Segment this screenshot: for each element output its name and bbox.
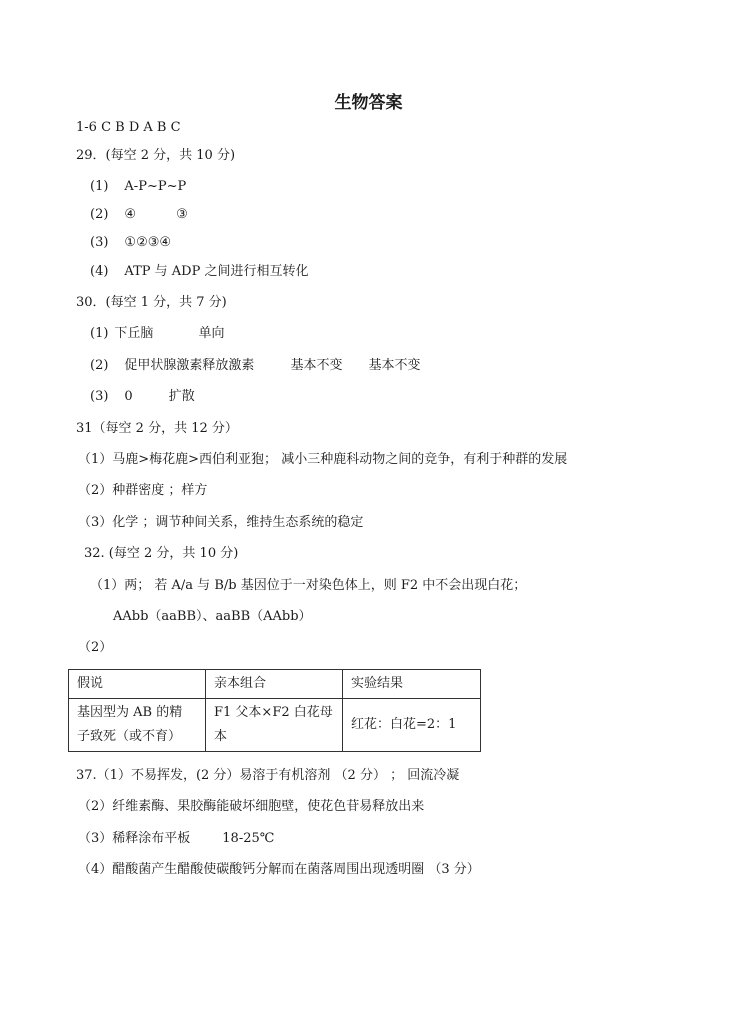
item-answer: ATP 与 ADP 之间进行相互转化: [124, 264, 309, 279]
table-header: 假说: [69, 670, 206, 699]
item-number: (3): [90, 389, 109, 404]
q30-item-1: [90, 326, 224, 342]
item-answer: ④: [124, 207, 137, 222]
q37-part-2: （2）纤维素酶、果胶酶能破坏细胞壁，使花色苷易释放出来: [78, 799, 425, 814]
table-cell-parents: [206, 699, 343, 752]
table-cell-result: 红花：白花=2：1: [343, 699, 481, 752]
item-number: (4): [90, 264, 109, 279]
q37-part-3: [78, 831, 274, 847]
q31-item-1: （1）马鹿>梅花鹿>西伯利亚狍； 减小三种鹿科动物之间的竞争，有利于种群的发展: [78, 452, 568, 467]
item-number: (1): [90, 179, 109, 194]
q29-header: 29．(每空 2 分，共 10 分): [76, 148, 236, 163]
q30-item-2: [90, 358, 420, 374]
cell-line: 子致死（或不育）: [77, 729, 182, 744]
item-number: (2): [90, 358, 109, 373]
q32-part-2: （2）: [78, 640, 113, 655]
item-answer: （3）稀释涂布平板: [78, 831, 191, 846]
table-header: 亲本组合: [206, 670, 343, 699]
item-answer: 促甲状腺激素释放激素: [124, 358, 255, 373]
item-answer: A-P~P~P: [124, 179, 187, 194]
table-header-row: [69, 670, 481, 699]
item-answer: ①②③④: [124, 235, 172, 250]
item-answer: 基本不变: [368, 358, 421, 373]
q29-item-1: [90, 179, 186, 195]
item-number: (1): [90, 326, 109, 341]
q29-item-4: [90, 264, 308, 280]
item-answer: 下丘脑: [114, 326, 154, 341]
table-cell-hypothesis: [69, 699, 206, 752]
q29-item-3: [90, 235, 171, 251]
q31-item-2: （2）种群密度 ；样方: [78, 483, 208, 498]
q29-item-2: [90, 207, 188, 223]
q37-part-1: 37.（1）不易挥发，(2 分）易溶于有机溶剂 （2 分） ； 回流冷凝: [76, 768, 460, 783]
q32-header: 32. (每空 2 分，共 10 分): [84, 546, 239, 561]
item-number: (2): [90, 207, 109, 222]
cell-line: 基因型为 AB 的精: [77, 705, 183, 720]
q30-header: 30．(每空 1 分，共 7 分): [76, 295, 227, 310]
q31-header: 31（每空 2 分，共 12 分）: [76, 421, 238, 436]
table-header: 实验结果: [343, 670, 481, 699]
item-answer: 0: [124, 389, 133, 404]
q37-part-4: （4）醋酸菌产生醋酸使碳酸钙分解而在菌落周围出现透明圈 （3 分）: [78, 862, 480, 877]
item-answer: ③: [176, 207, 188, 222]
q30-item-3: [90, 389, 195, 405]
q32-part-1: （1）两； 若 A/a 与 B/b 基因位于一对染色体上，则 F2 中不会出现白花；: [90, 578, 527, 593]
q32-part-1-genotypes: AAbb（aaBB）、aaBB（AAbb）: [113, 609, 312, 624]
item-answer: 单向: [198, 326, 225, 341]
hypothesis-table: [68, 669, 481, 752]
table-row: [69, 699, 481, 752]
cell-line: 本: [214, 729, 228, 744]
item-answer: 18-25℃: [222, 831, 275, 846]
item-answer: 基本不变: [290, 358, 343, 373]
item-answer: 扩散: [168, 389, 195, 404]
cell-line: F1 父本×F2 白花母: [214, 705, 333, 720]
q31-item-3: （3）化学 ；调节种间关系，维持生态系统的稳定: [78, 515, 364, 530]
page-title: 生物答案: [334, 93, 403, 113]
item-number: (3): [90, 235, 109, 250]
answers-1-6: 1-6 C B D A B C: [76, 120, 181, 135]
